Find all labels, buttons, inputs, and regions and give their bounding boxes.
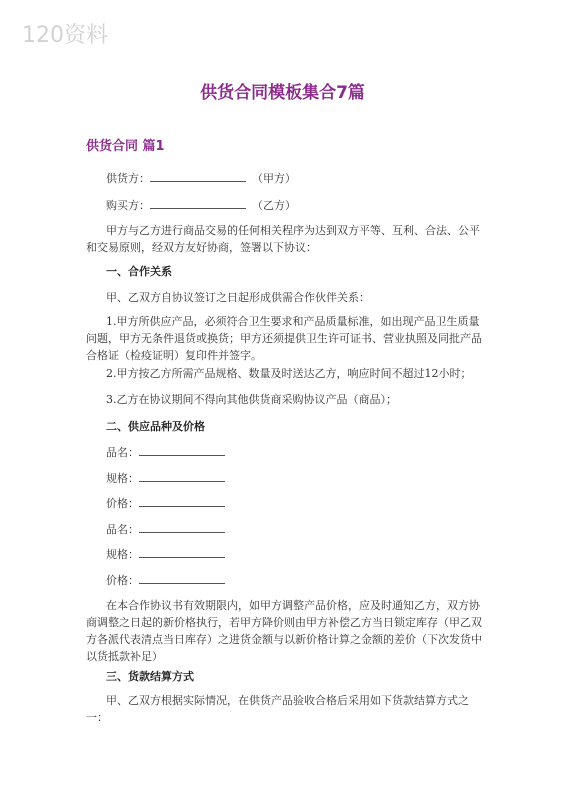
- field-label: 价格：: [106, 497, 139, 510]
- watermark-logo: 120资料: [22, 23, 108, 48]
- buyer-role: （乙方）: [252, 199, 296, 212]
- buyer-line: [106, 197, 296, 214]
- clause-3: 3.乙方在协议期间不得向其他供货商采购协议产品（商品）；: [106, 393, 397, 406]
- field-spec-1: [106, 470, 225, 487]
- document-title: 供货合同模板集合7篇: [200, 83, 365, 103]
- field-blank: [139, 444, 225, 456]
- section-title: 供货合同 篇1: [86, 139, 165, 154]
- field-spec-2: [106, 546, 225, 563]
- clause-2: 2.甲方按乙方所需产品规格、数量及时送达乙方，响应时间不超过12小时；: [106, 367, 472, 380]
- heading-cooperation: 一、合作关系: [106, 265, 172, 278]
- field-blank: [139, 521, 225, 533]
- field-label: 规格：: [106, 472, 139, 485]
- field-price-2: [106, 572, 225, 589]
- field-blank: [139, 470, 225, 482]
- heading-products-price: 二、供应品种及价格: [106, 420, 205, 433]
- price-adjust-paragraph: 在本合作协议书有效期限内，如甲方调整产品价格，应及时通知乙方，双方协商调整之日起的新价格执行，若甲方降价则由甲方补偿乙方当日锁定库存（甲乙双方各派代表清点当日库存）之进货金额与以新价格计算之金额的差价（下次发货中以货抵款补足）: [86, 599, 482, 663]
- field-blank: [139, 495, 225, 507]
- field-label: 规格：: [106, 548, 139, 561]
- field-blank: [139, 546, 225, 558]
- field-label: 品名：: [106, 523, 139, 536]
- heading-payment: 三、货款结算方式: [106, 670, 194, 683]
- field-product-name-1: [106, 444, 225, 461]
- buyer-blank: [150, 197, 246, 209]
- field-product-name-2: [106, 521, 225, 538]
- field-label: 价格：: [106, 574, 139, 587]
- supplier-role: （甲方）: [252, 172, 296, 185]
- supplier-line: [106, 170, 296, 187]
- field-price-1: [106, 495, 225, 512]
- clause-1: 1.甲方所供应产品，必须符合卫生要求和产品质量标准，如出现产品卫生质量问题，甲方无条件退货或换货；甲方还须提供卫生许可证书、营业执照及同批产品合格证（检疫证明）复印件并签字。: [86, 315, 482, 362]
- field-label: 品名：: [106, 446, 139, 459]
- buyer-label: 购买方：: [106, 199, 150, 212]
- payment-paragraph: 甲、乙双方根据实际情况，在供货产品验收合格后采用如下货款结算方式之一：: [86, 694, 469, 724]
- supplier-blank: [150, 170, 246, 182]
- supplier-label: 供货方：: [106, 172, 150, 185]
- field-blank: [139, 572, 225, 584]
- cooperation-paragraph: 甲、乙双方自协议签订之日起形成供需合作伙伴关系：: [106, 291, 370, 304]
- intro-paragraph: 甲方与乙方进行商品交易的任何相关程序为达到双方平等、互利、合法、公平和交易原则，经双方友好协商，签署以下协议：: [86, 224, 480, 254]
